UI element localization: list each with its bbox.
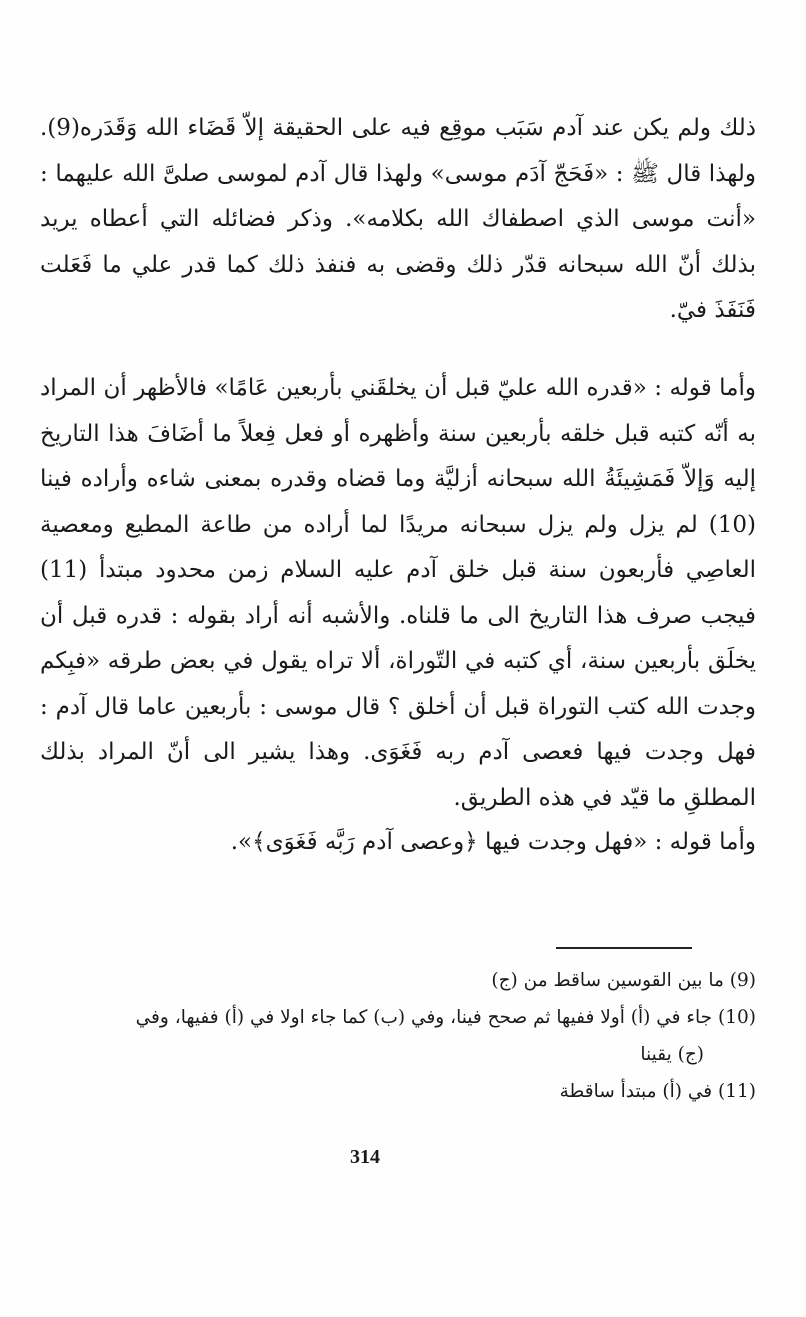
footnote: (9) ما بين القوسين ساقط من (ج) — [491, 970, 756, 991]
footnote-separator — [556, 947, 692, 949]
footnote: (10) جاء في (أ) أولا ففيها ثم صحح فينا، وفي (ب) كما جاء اولا في (أ) ففيها، وفي — [135, 1007, 756, 1028]
page-number: 314 — [350, 1146, 380, 1168]
footnote-continuation: (ج) يقينا — [640, 1044, 704, 1065]
body-paragraph: ذلك ولم يكن عند آدم سَبَب موقِع فيه على الحقيقة إلاّ قَضَاء الله وَقَدَره(9). ولهذا قال ﷺ : «فَحَجّ آدَم موسى» ولهذا قال آدم لموسى صلىَّ الله عليهما : «أنت موسى الذي اصطفاك الله بكلامه». وذكر فضائله التي أعطاه يريد بذلك أنّ الله سبحانه قدّر ذلك وقضى به فنفذ ذلك كما قدر علي ما فَعَلت فَنَفَذَ فيّ. — [40, 115, 756, 323]
body-paragraph: وأما قوله : «قدره الله عليّ قبل أن يخلقَني بأربعين عَامًا» فالأظهر أن المراد به أنّه كتبه قبل خلقه بأربعين سنة وأظهره أو فعل فِعلاً ما أضَافَ هذا التاريخ إليه وَإلاّ فَمَشِيئَةُ الله سبحانه أزليَّة وما قضاه وقدره بمعنى شاءه وأراده فينا (10) لم يزل ولم يزل سبحانه مريدًا لما أراده من طاعة المطيع ومعصية العاصِي فأربعون سنة قبل خلق آدم عليه السلام زمن محدود مبتدأ (11) فيجب صرف هذا التاريخ الى ما قلناه. والأشبه أنه أراد بقوله : قدره قبل أن يخلَق بأربعين سنة، أي كتبه في التّوراة، ألا تراه يقول في بعض طرقه «فبِكم وجدت الله كتب التوراة قبل أن أخلق ؟ قال موسى : بأربعين عاما قال آدم : فهل وجدت فيها فعصى آدم ربه فَغَوَى. وهذا يشير الى أنّ المراد بذلك المطلقِ ما قيّد في هذه الطريق. — [40, 375, 756, 811]
footnotes — [40, 962, 756, 1110]
body-paragraph: وأما قوله : «فهل وجدت فيها ﴿وعصى آدم رَبَّه فَغَوَى﴾». — [230, 829, 756, 855]
footnote: (11) في (أ) مبتدأ ساقطة — [559, 1081, 756, 1102]
